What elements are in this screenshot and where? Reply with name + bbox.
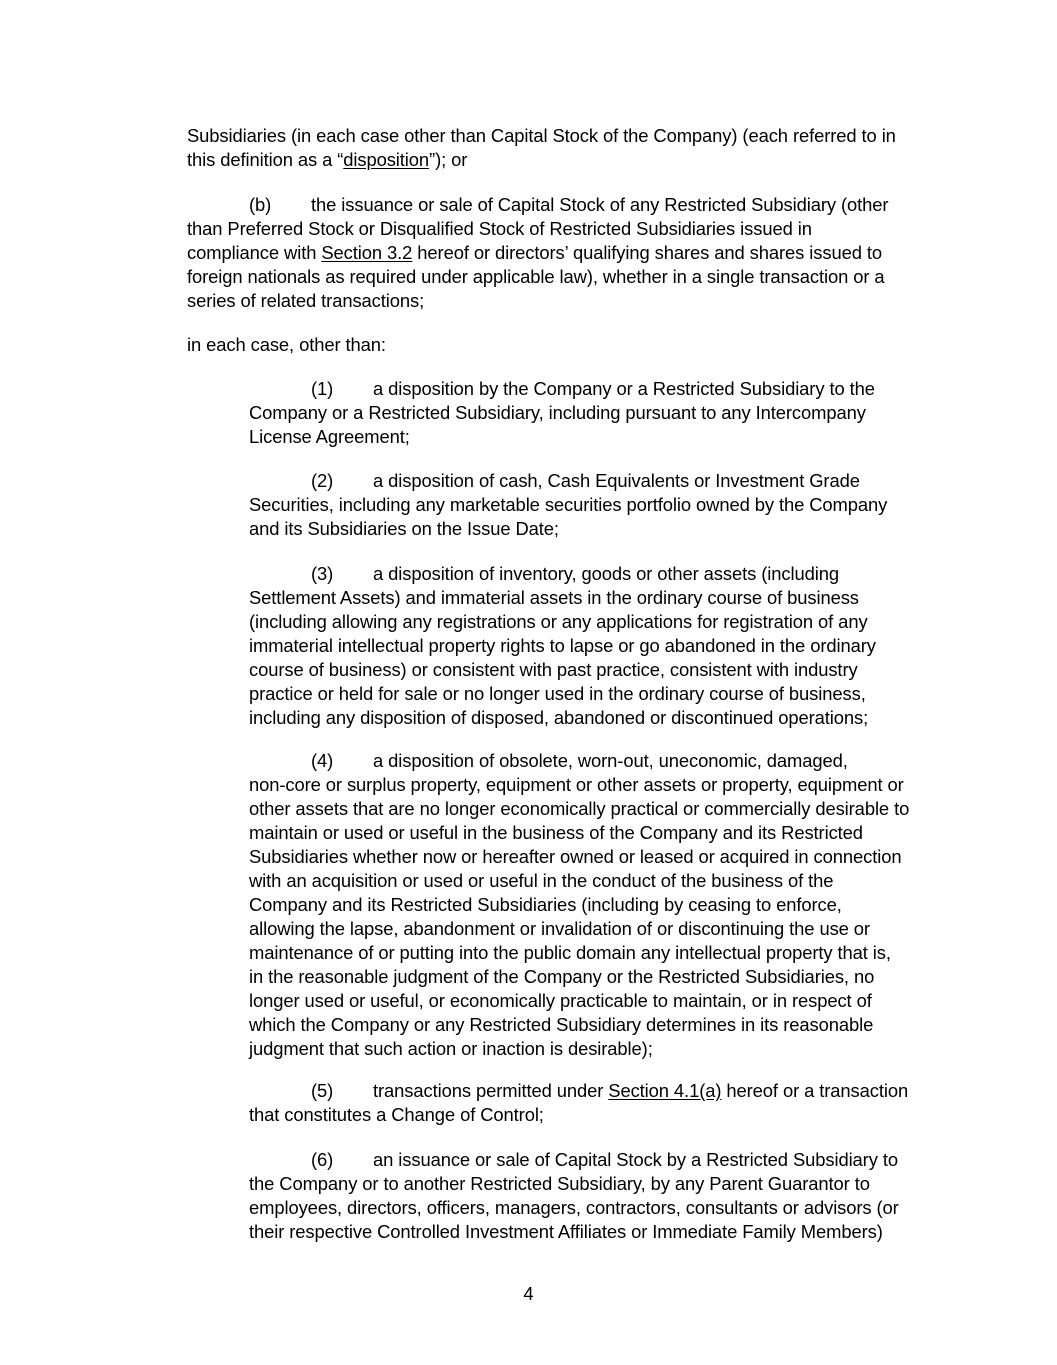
item-label: (4) — [311, 750, 334, 771]
text-line: in the reasonable judgment of the Company or the Restricted Subsidiaries, no — [249, 966, 875, 987]
text-line: in each case, other than: — [187, 334, 386, 355]
item-5-paragraph — [249, 1079, 908, 1127]
item-6-paragraph — [249, 1148, 899, 1244]
clause-label: (b) — [249, 194, 272, 215]
text-line: compliance with Section 3.2 hereof or directors’ qualifying shares and shares issued to — [187, 242, 882, 263]
item-label: (6) — [311, 1149, 334, 1170]
item-2-paragraph — [249, 469, 887, 541]
clause-b-paragraph — [187, 193, 888, 313]
text-line: Company and its Restricted Subsidiaries (including by ceasing to enforce, — [249, 894, 842, 915]
intro-paragraph — [187, 124, 896, 172]
item-4-paragraph — [249, 749, 909, 1061]
page-number: 4 — [523, 1283, 534, 1304]
item-label: (2) — [311, 470, 334, 491]
text-line: Securities, including any marketable securities portfolio owned by the Company — [249, 494, 888, 515]
text-line: practice or held for sale or no longer used in the ordinary course of business, — [249, 683, 866, 704]
item-label: (3) — [311, 563, 334, 584]
text-line: non-core or surplus property, equipment or other assets or property, equipment or — [249, 774, 904, 795]
item-label: (1) — [311, 378, 334, 399]
item-label: (5) — [311, 1080, 334, 1101]
text-line: (2) a disposition of cash, Cash Equivalents or Investment Grade — [311, 470, 860, 491]
text-line: employees, directors, officers, managers, contractors, consultants or advisors (or — [249, 1197, 899, 1218]
text-line: (3) a disposition of inventory, goods or other assets (including — [311, 563, 839, 584]
text-line: maintenance of or putting into the public domain any intellectual property that is, — [249, 942, 891, 963]
text-line: including any disposition of disposed, abandoned or discontinued operations; — [249, 707, 869, 728]
text-line: (including allowing any registrations or any applications for registration of any — [249, 611, 868, 632]
text-line: Settlement Assets) and immaterial assets in the ordinary course of business — [249, 587, 859, 608]
section-4-1a-link[interactable]: Section 4.1(a) — [608, 1080, 722, 1101]
text-line: immaterial intellectual property rights to lapse or go abandoned in the ordinary — [249, 635, 876, 656]
text-line: series of related transactions; — [187, 290, 425, 311]
text-line: that constitutes a Change of Control; — [249, 1104, 544, 1125]
text-line: Subsidiaries whether now or hereafter owned or leased or acquired in connection — [249, 846, 902, 867]
text-line: longer used or useful, or economically practicable to maintain, or in respect of — [249, 990, 872, 1011]
text-line: other assets that are no longer economically practical or commercially desirable to — [249, 798, 910, 819]
text-line: (b) the issuance or sale of Capital Stock of any Restricted Subsidiary (other — [249, 194, 889, 215]
text-line: (6) an issuance or sale of Capital Stock by a Restricted Subsidiary to — [311, 1149, 898, 1170]
text-line: their respective Controlled Investment Affiliates or Immediate Family Members) — [249, 1221, 883, 1242]
text-line: maintain or used or useful in the business of the Company and its Restricted — [249, 822, 863, 843]
text-line: (1) a disposition by the Company or a Restricted Subsidiary to the — [311, 378, 875, 399]
text-line: with an acquisition or used or useful in the conduct of the business of the — [249, 870, 834, 891]
text-line: and its Subsidiaries on the Issue Date; — [249, 518, 559, 539]
disposition-definition-term: disposition — [343, 149, 430, 170]
text-line: foreign nationals as required under applicable law), whether in a single transaction or a — [187, 266, 885, 287]
text-line: than Preferred Stock or Disqualified Stock of Restricted Subsidiaries issued in — [187, 218, 812, 239]
text-line: License Agreement; — [249, 426, 410, 447]
text-line: the Company or to another Restricted Subsidiary, by any Parent Guarantor to — [249, 1173, 870, 1194]
in-each-case-paragraph — [187, 333, 386, 357]
text-line: course of business) or consistent with past practice, consistent with industry — [249, 659, 858, 680]
text-line: judgment that such action or inaction is desirable); — [249, 1038, 653, 1059]
text-line: Company or a Restricted Subsidiary, including pursuant to any Intercompany — [249, 402, 866, 423]
text-line: allowing the lapse, abandonment or invalidation of or discontinuing the use or — [249, 918, 870, 939]
text-line: (4) a disposition of obsolete, worn-out, uneconomic, damaged, — [311, 750, 848, 771]
item-3-paragraph — [249, 562, 876, 730]
text-line: which the Company or any Restricted Subsidiary determines in its reasonable — [249, 1014, 874, 1035]
item-1-paragraph — [249, 377, 875, 449]
text-line: (5) transactions permitted under Section 4.1(a) hereof or a transaction — [311, 1080, 909, 1101]
text-line: this definition as a “disposition”); or — [187, 149, 468, 170]
section-3-2-link[interactable]: Section 3.2 — [321, 242, 413, 263]
text-line: Subsidiaries (in each case other than Capital Stock of the Company) (each referred to in — [187, 125, 896, 146]
